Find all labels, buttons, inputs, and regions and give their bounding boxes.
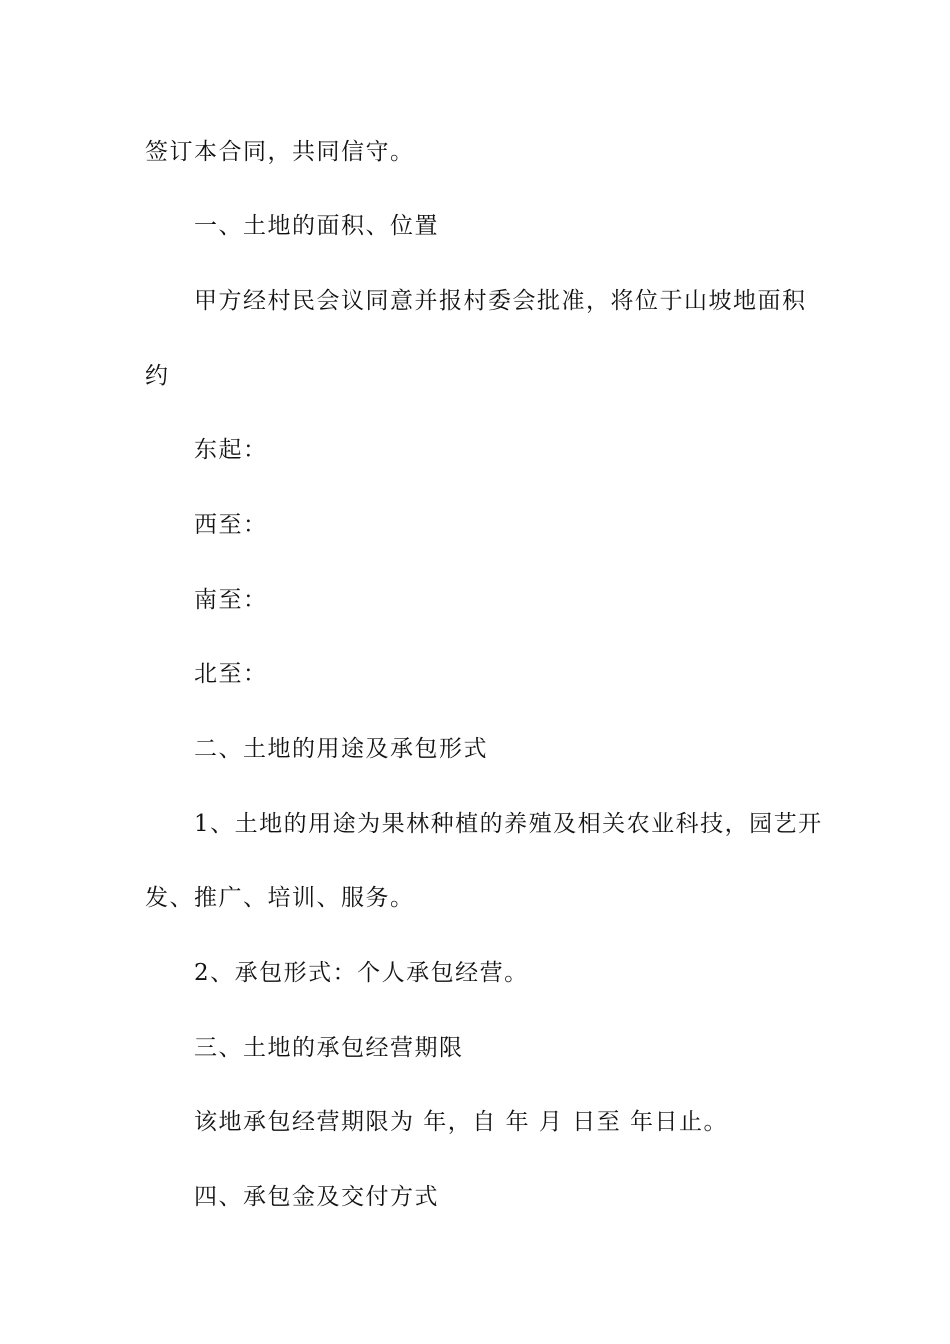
clause-contract-form: 2、承包形式：个人承包经营。 (194, 960, 529, 986)
paragraph-land-location: 甲方经村民会议同意并报村委会批准，将位于山坡地面积 (194, 288, 807, 314)
boundary-north: 北至： (194, 661, 268, 687)
paragraph-land-location-cont: 约 (145, 363, 170, 389)
boundary-south: 南至： (194, 587, 268, 613)
clause-land-use-cont: 发、推广、培训、服务。 (145, 885, 415, 911)
section-heading-1: 一、土地的面积、位置 (194, 213, 439, 239)
section-heading-4: 四、承包金及交付方式 (194, 1184, 439, 1210)
section-heading-2: 二、土地的用途及承包形式 (194, 736, 488, 762)
section-heading-3: 三、土地的承包经营期限 (194, 1035, 464, 1061)
clause-land-use: 1、土地的用途为果林种植的养殖及相关农业科技，园艺开 (194, 811, 823, 837)
paragraph-continuation: 签订本合同，共同信守。 (145, 139, 415, 165)
paragraph-term: 该地承包经营期限为 年，自 年 月 日至 年日止。 (194, 1109, 729, 1135)
boundary-east: 东起： (194, 437, 268, 463)
boundary-west: 西至： (194, 512, 268, 538)
